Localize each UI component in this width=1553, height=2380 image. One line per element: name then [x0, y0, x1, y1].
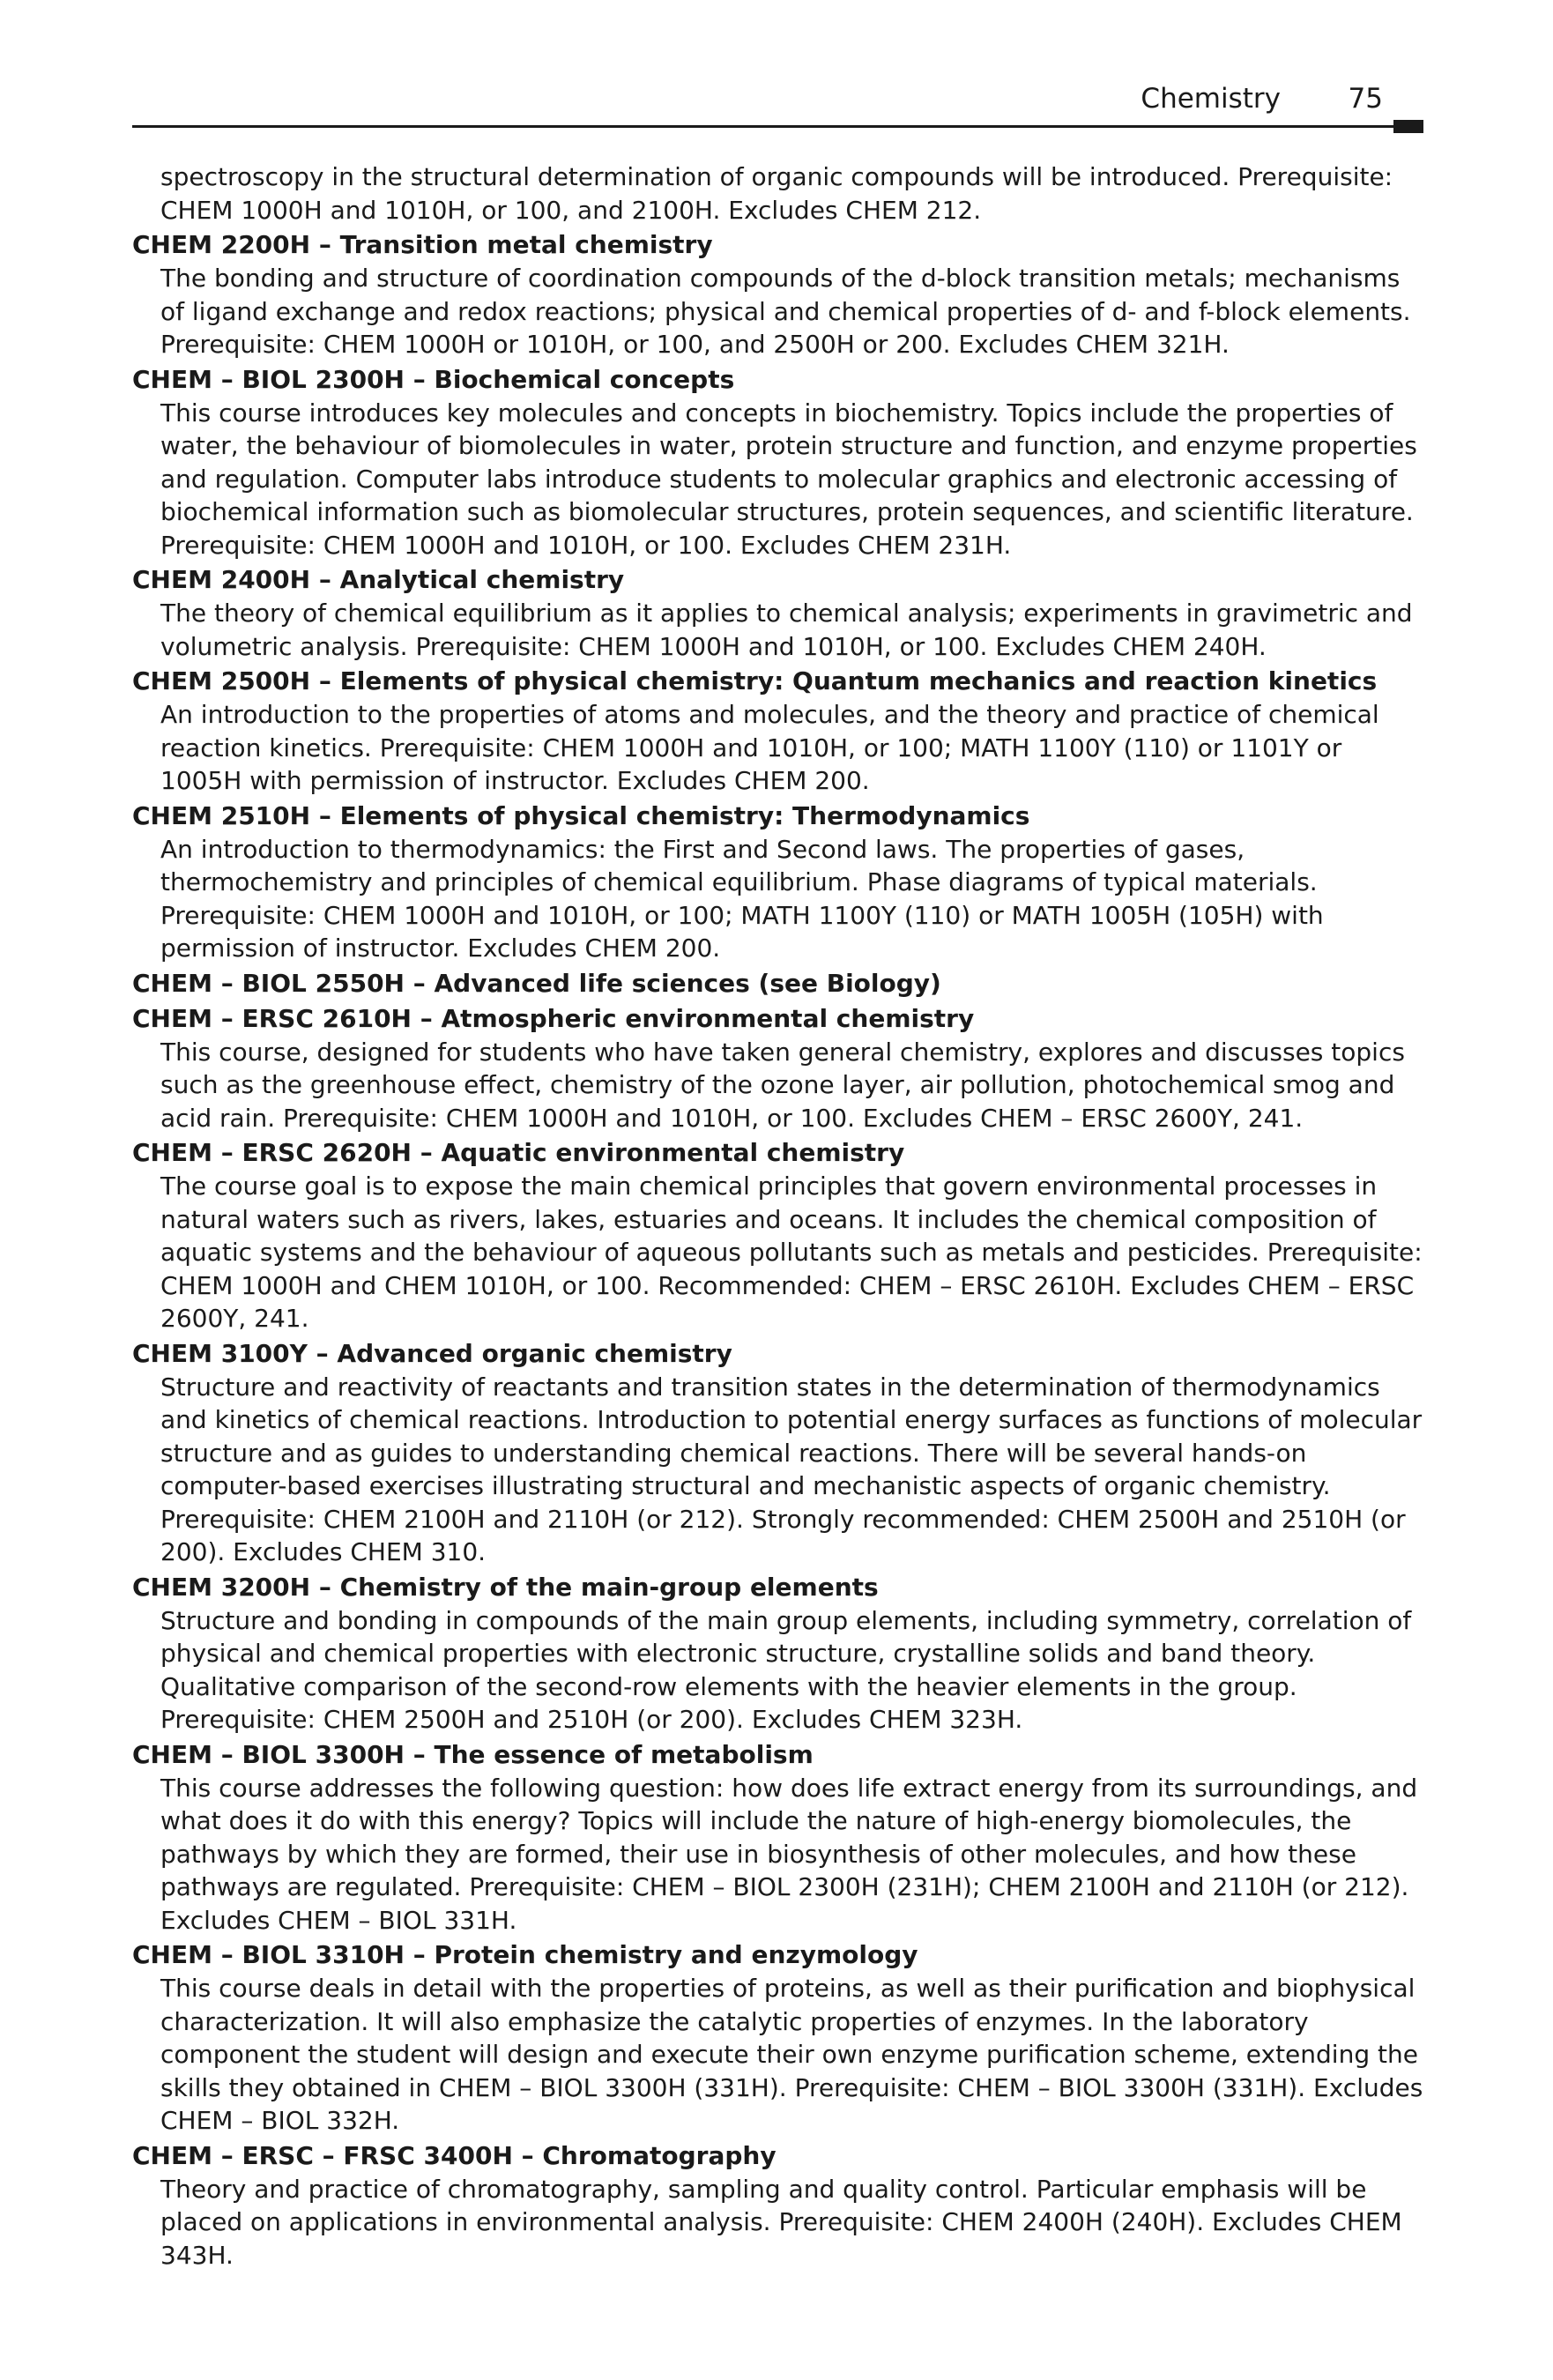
course-entry	[132, 1938, 1423, 2138]
continuation-text: spectroscopy in the structural determination of organic compounds will be introduced. Prerequisite: CHEM 1000H and 1010H, or 100, and 2100H. Excludes CHEM 212.	[160, 162, 1393, 225]
course-description: An introduction to the properties of atoms and molecules, and the theory and practice of chemical reaction kinetics. Prerequisite: CHEM 1000H and 1010H, or 100; MATH 1100Y (110) or 1101Y or 1005H with permission of instructor. Excludes CHEM 200.	[160, 700, 1379, 795]
course-title: CHEM – BIOL 3300H – The essence of metabolism	[132, 1739, 814, 1769]
course-description: The course goal is to expose the main chemical principles that govern environmental processes in natural waters such as rivers, lakes, estuaries and oceans. It includes the chemical composition of aquatic systems and the behaviour of aqueous pollutants such as metals and pesticides. Prerequisite: CHEM 1000H and CHEM 1010H, or 100. Recommended: CHEM – ERSC 2610H. Excludes CHEM – ERSC 2600Y, 241.	[160, 1171, 1423, 1333]
course-title: CHEM 3200H – Chemistry of the main-group elements	[132, 1572, 879, 1602]
course-title: CHEM – BIOL 2300H – Biochemical concepts	[132, 364, 735, 394]
course-entry	[132, 2139, 1423, 2272]
course-entry	[132, 228, 1423, 361]
course-description: The bonding and structure of coordination compounds of the d-block transition metals; mechanisms of ligand exchange and redox reactions; physical and chemical properties of d- and f-block elements. Prerequisite: CHEM 1000H or 1010H, or 100, and 2500H or 200. Excludes CHEM 321H.	[160, 264, 1411, 359]
course-description: An introduction to thermodynamics: the First and Second laws. The properties of gases, thermochemistry and principles of chemical equilibrium. Phase diagrams of typical materials. Prerequisite: CHEM 1000H and 1010H, or 100; MATH 1100Y (110) or MATH 1005H (105H) with permission of instructor. Excludes CHEM 200.	[160, 834, 1324, 963]
course-title: CHEM 2500H – Elements of physical chemistry: Quantum mechanics and reaction kinetics	[132, 666, 1378, 695]
course-description: Theory and practice of chromatography, sampling and quality control. Particular emphasis will be placed on applications in environmental analysis. Prerequisite: CHEM 2400H (240H). Excludes CHEM 343H.	[160, 2174, 1402, 2270]
course-entry	[132, 665, 1423, 798]
course-title: CHEM 3100Y – Advanced organic chemistry	[132, 1338, 732, 1368]
course-title: CHEM 2400H – Analytical chemistry	[132, 565, 625, 594]
course-title: CHEM – ERSC – FRSC 3400H – Chromatography	[132, 2140, 776, 2170]
course-title: CHEM – ERSC 2620H – Aquatic environmental chemistry	[132, 1138, 905, 1167]
course-entry	[132, 1136, 1423, 1335]
course-title: CHEM – BIOL 3310H – Protein chemistry and enzymology	[132, 1940, 918, 1969]
course-entry	[132, 563, 1423, 663]
course-description: The theory of chemical equilibrium as it applies to chemical analysis; experiments in gravimetric and volumetric analysis. Prerequisite: CHEM 1000H and 1010H, or 100. Excludes CHEM 240H.	[160, 599, 1413, 661]
page-header	[132, 81, 1423, 128]
course-entry	[132, 1738, 1423, 1937]
header-tab-marker	[1393, 120, 1423, 133]
page-number: 75	[1348, 83, 1383, 115]
course-description: This course deals in detail with the properties of proteins, as well as their purification and biophysical characterization. It will also emphasize the catalytic properties of enzymes. In the laboratory component the student will design and execute their own enzyme purification scheme, extending the skills they obtained in CHEM – BIOL 3300H (331H). Prerequisite: CHEM – BIOL 3300H (331H). Excludes CHEM – BIOL 332H.	[160, 1974, 1423, 2135]
course-entry	[132, 800, 1423, 965]
section-title: Chemistry	[1141, 83, 1281, 115]
course-entry	[132, 967, 1423, 1000]
course-entry	[132, 1571, 1423, 1737]
course-description: This course, designed for students who have taken general chemistry, explores and discusses topics such as the greenhouse effect, chemistry of the ozone layer, air pollution, photochemical smog and acid rain. Prerequisite: CHEM 1000H and 1010H, or 100. Excludes CHEM – ERSC 2600Y, 241.	[160, 1037, 1405, 1133]
course-entry	[132, 363, 1423, 562]
course-description: This course addresses the following question: how does life extract energy from its surroundings, and what does it do with this energy? Topics will include the nature of high-energy biomolecules, the pathways by which they are formed, their use in biosynthesis of other molecules, and how these pathways are regulated. Prerequisite: CHEM – BIOL 2300H (231H); CHEM 2100H and 2110H (or 212). Excludes CHEM – BIOL 331H.	[160, 1773, 1418, 1935]
course-entry	[132, 1002, 1423, 1135]
course-description: Structure and bonding in compounds of the main group elements, including symmetry, correlation of physical and chemical properties with electronic structure, crystalline solids and band theory. Qualitative comparison of the second-row elements with the heavier elements in the group. Prerequisite: CHEM 2500H and 2510H (or 200). Excludes CHEM 323H.	[160, 1605, 1412, 1734]
course-description: This course introduces key molecules and concepts in biochemistry. Topics include the properties of water, the behaviour of biomolecules in water, protein structure and function, and enzyme properties and regulation. Computer labs introduce students to molecular graphics and electronic accessing of biochemical information such as biomolecular structures, protein sequences, and scientific literature. Prerequisite: CHEM 1000H and 1010H, or 100. Excludes CHEM 231H.	[160, 398, 1417, 560]
course-title: CHEM – BIOL 2550H – Advanced life sciences (see Biology)	[132, 968, 941, 998]
course-listing	[132, 160, 1423, 2273]
course-title: CHEM 2200H – Transition metal chemistry	[132, 230, 713, 259]
course-title: CHEM 2510H – Elements of physical chemistry: Thermodynamics	[132, 800, 1030, 830]
course-title: CHEM – ERSC 2610H – Atmospheric environmental chemistry	[132, 1003, 975, 1033]
course-description: Structure and reactivity of reactants and transition states in the determination of thermodynamics and kinetics of chemical reactions. Introduction to potential energy surfaces as functions of molecular structure and as guides to understanding chemical reactions. There will be several hands-on computer-based exercises illustrating structural and mechanistic aspects of organic chemistry. Prerequisite: CHEM 2100H and 2110H (or 212). Strongly recommended: CHEM 2500H and 2510H (or 200). Excludes CHEM 310.	[160, 1372, 1423, 1566]
course-entry	[132, 1337, 1423, 1569]
